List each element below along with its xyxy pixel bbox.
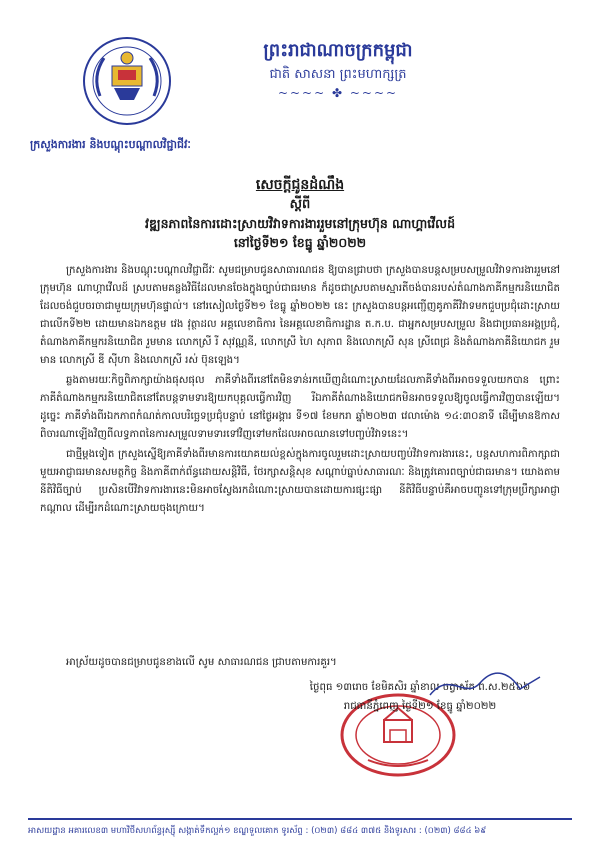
- ministry-name: ក្រសួងការងារ និងបណ្តុះបណ្តាលវិជ្ជាជីវៈ: [30, 138, 191, 151]
- lunar-date: ថ្ងៃពុធ ១៣រោច ខែមិគសិរ ឆ្នាំខាល ចត្វាស័ក ព.ស.២៥៦៦: [309, 682, 531, 693]
- motto-line: ជាតិ សាសនា ព្រះមហាក្សត្រ: [269, 67, 407, 82]
- document-title: [40, 175, 560, 252]
- solar-date: រាជធានីភ្នំពេញ ថ្ងៃទី២១ ខែធ្នូ ឆ្នាំ២០២២: [343, 701, 497, 712]
- signature: [420, 665, 560, 705]
- closing-line: អាស្រ័យដូចបានជម្រាបជូនខាងលើ សូម សាធារណជន ជ្រាបតាមការគួរ។: [66, 657, 337, 668]
- title-notice: សេចក្តីជូនដំណឹង: [255, 177, 345, 193]
- paragraph-2: ឆ្លងតាមរយៈកិច្ចពិភាក្សាយ៉ាងផុសផុល ភាគីទាំងពីរនៅតែមិនទាន់រកឃើញដំណោះស្រាយដែលភាគីទាំងពីរអាចទទួលយកបាន ព្រោះភាគីតំណាងកម្មករនិយោជិតនៅតែបន្តទាមទារឱ្យយកបុគ្គលធ្វើការវិញ រីឯភាគីតំណាងនិយោជកមិនអាចទទួលឱ្យចូលធ្វើការវិញបានឡើយ។ ដូច្នេះ ភាគីទាំងពីរឯកភាពកំណត់កាលបរិច្ឆេទប្រជុំបន្ទាប់ នៅថ្ងៃអង្គារ ទី១៧ ខែមករា ឆ្នាំ២០២៣ វេលាម៉ោង ១៤:៣០នាទី ដើម្បីមានឱកាសពិចារណាឡើងវិញពីលទ្ធភាពនៃការសម្រួលទាមទារទៅវិញទៅមកដែលអាចឈានទៅបញ្ចប់វិវាទនេះ។: [40, 375, 560, 440]
- title-regarding: ស្តីពី: [289, 197, 311, 212]
- ministry-seal: [82, 36, 172, 126]
- ornament: ~~~~ ✤ ~~~~: [277, 86, 399, 100]
- paragraph-1: ក្រសួងការងារ និងបណ្តុះបណ្តាលវិជ្ជាជីវៈ សូមជម្រាបជូនសាធារណជន ឱ្យបានជ្រាបថា ក្រសួងបានបន្តសម្របសម្រួលវិវាទការងាររួមនៅក្រុមហ៊ុន ណាហ្គាវើលដ៍ ស្របតាមគន្លងវិធីដែលមានចែងក្នុងច្បាប់ជាធរមាន ក៏ដូចជាស្របតាមស្មារតីចង់បានរបស់តំណាងភាគីកម្មករនិយោជិតដែលចង់ជួបចរចាជាមួយក្រុមហ៊ុនផ្ទាល់។ នៅរសៀលថ្ងៃទី២១ ខែធ្នូ ឆ្នាំ២០២២ នេះ ក្រសួងបានបន្តអញ្ជើញគូភាគីវិវាទមកជួបប្រជុំដោះស្រាយ ជាលើកទី២២ ដោយមានឯកឧត្តម វេង វុត្ថាដល អគ្គលេខាធិការ នៃអគ្គលេខាធិការដ្ឋាន ត.ក.ប. ជាអ្នកសម្របសម្រួល និងជាប្រធានអង្គប្រជុំ, តំណាងភាគីកម្មករនិយោជិត រួមមាន លោកស្រី រី សុវណ្ណនី, លោកស្រី ហៃ សុភាព និងលោកស្រី សុន ស្រីពេជ្រ និងតំណាងភាគីនិយោជក រួមមាន លោកស្រី ឌី ស៊ីហា និងលោកស្រី រស់ ប៊ុនឡេង។: [40, 265, 560, 366]
- title-date: នៅថ្ងៃទី២១ ខែធ្នូ ឆ្នាំ២០២២: [233, 235, 367, 250]
- paragraph-3: ជាថ្មីម្តងទៀត ក្រសួងស្នើឱ្យភាគីទាំងពីរមានការយោគយល់ខ្ពស់ក្នុងការចូលរួមដោះស្រាយបញ្ចប់វិវាទការងារនេះ, បន្តសហការពិភាក្សាជាមួយអាជ្ញាធរមានសមត្ថកិច្ច និងភាគីពាក់ព័ន្ធដោយសន្តិវិធី, ថែរក្សាសន្តិសុខ សណ្តាប់ធ្នាប់សាធារណៈ និងត្រូវគោរពច្បាប់ជាធរមាន។ យោងតាមនីតិវិធីច្បាប់ ប្រសិនបើវិវាទការងារនេះមិនអាចស្វែងរកដំណោះស្រាយបានដោយការផ្សះផ្សា នីតិវិធីបន្ទាប់គឺអាចបញ្ជូនទៅក្រុមប្រឹក្សាអាជ្ញាកណ្តាល ដើម្បីរកដំណោះស្រាយចុងក្រោយ។: [40, 449, 560, 514]
- footer-address: អាសយដ្ឋាន អគារលេខ៣ មហាវិថីសហព័ន្ធរុស្ស៊ី សង្កាត់ទឹកល្អក់១ ខណ្ឌទួលគោក ទូរស័ព្ទ : (០២៣) ៨៨៤ ៣៧៥ និងទូរសារ : (០២៣) ៨៨៤ ៦៩: [28, 826, 487, 836]
- kingdom-line: ព្រះរាជាណាចក្រកម្ពុជា: [263, 40, 413, 61]
- title-subject: វឌ្ឍនភាពនៃការដោះស្រាយវិវាទការងាររួមនៅក្រុមហ៊ុន ណាហ្គាវើលដ៍: [144, 216, 456, 231]
- kingdom-heading: [188, 40, 488, 100]
- footer-divider: [28, 818, 572, 820]
- document-body: [40, 262, 560, 520]
